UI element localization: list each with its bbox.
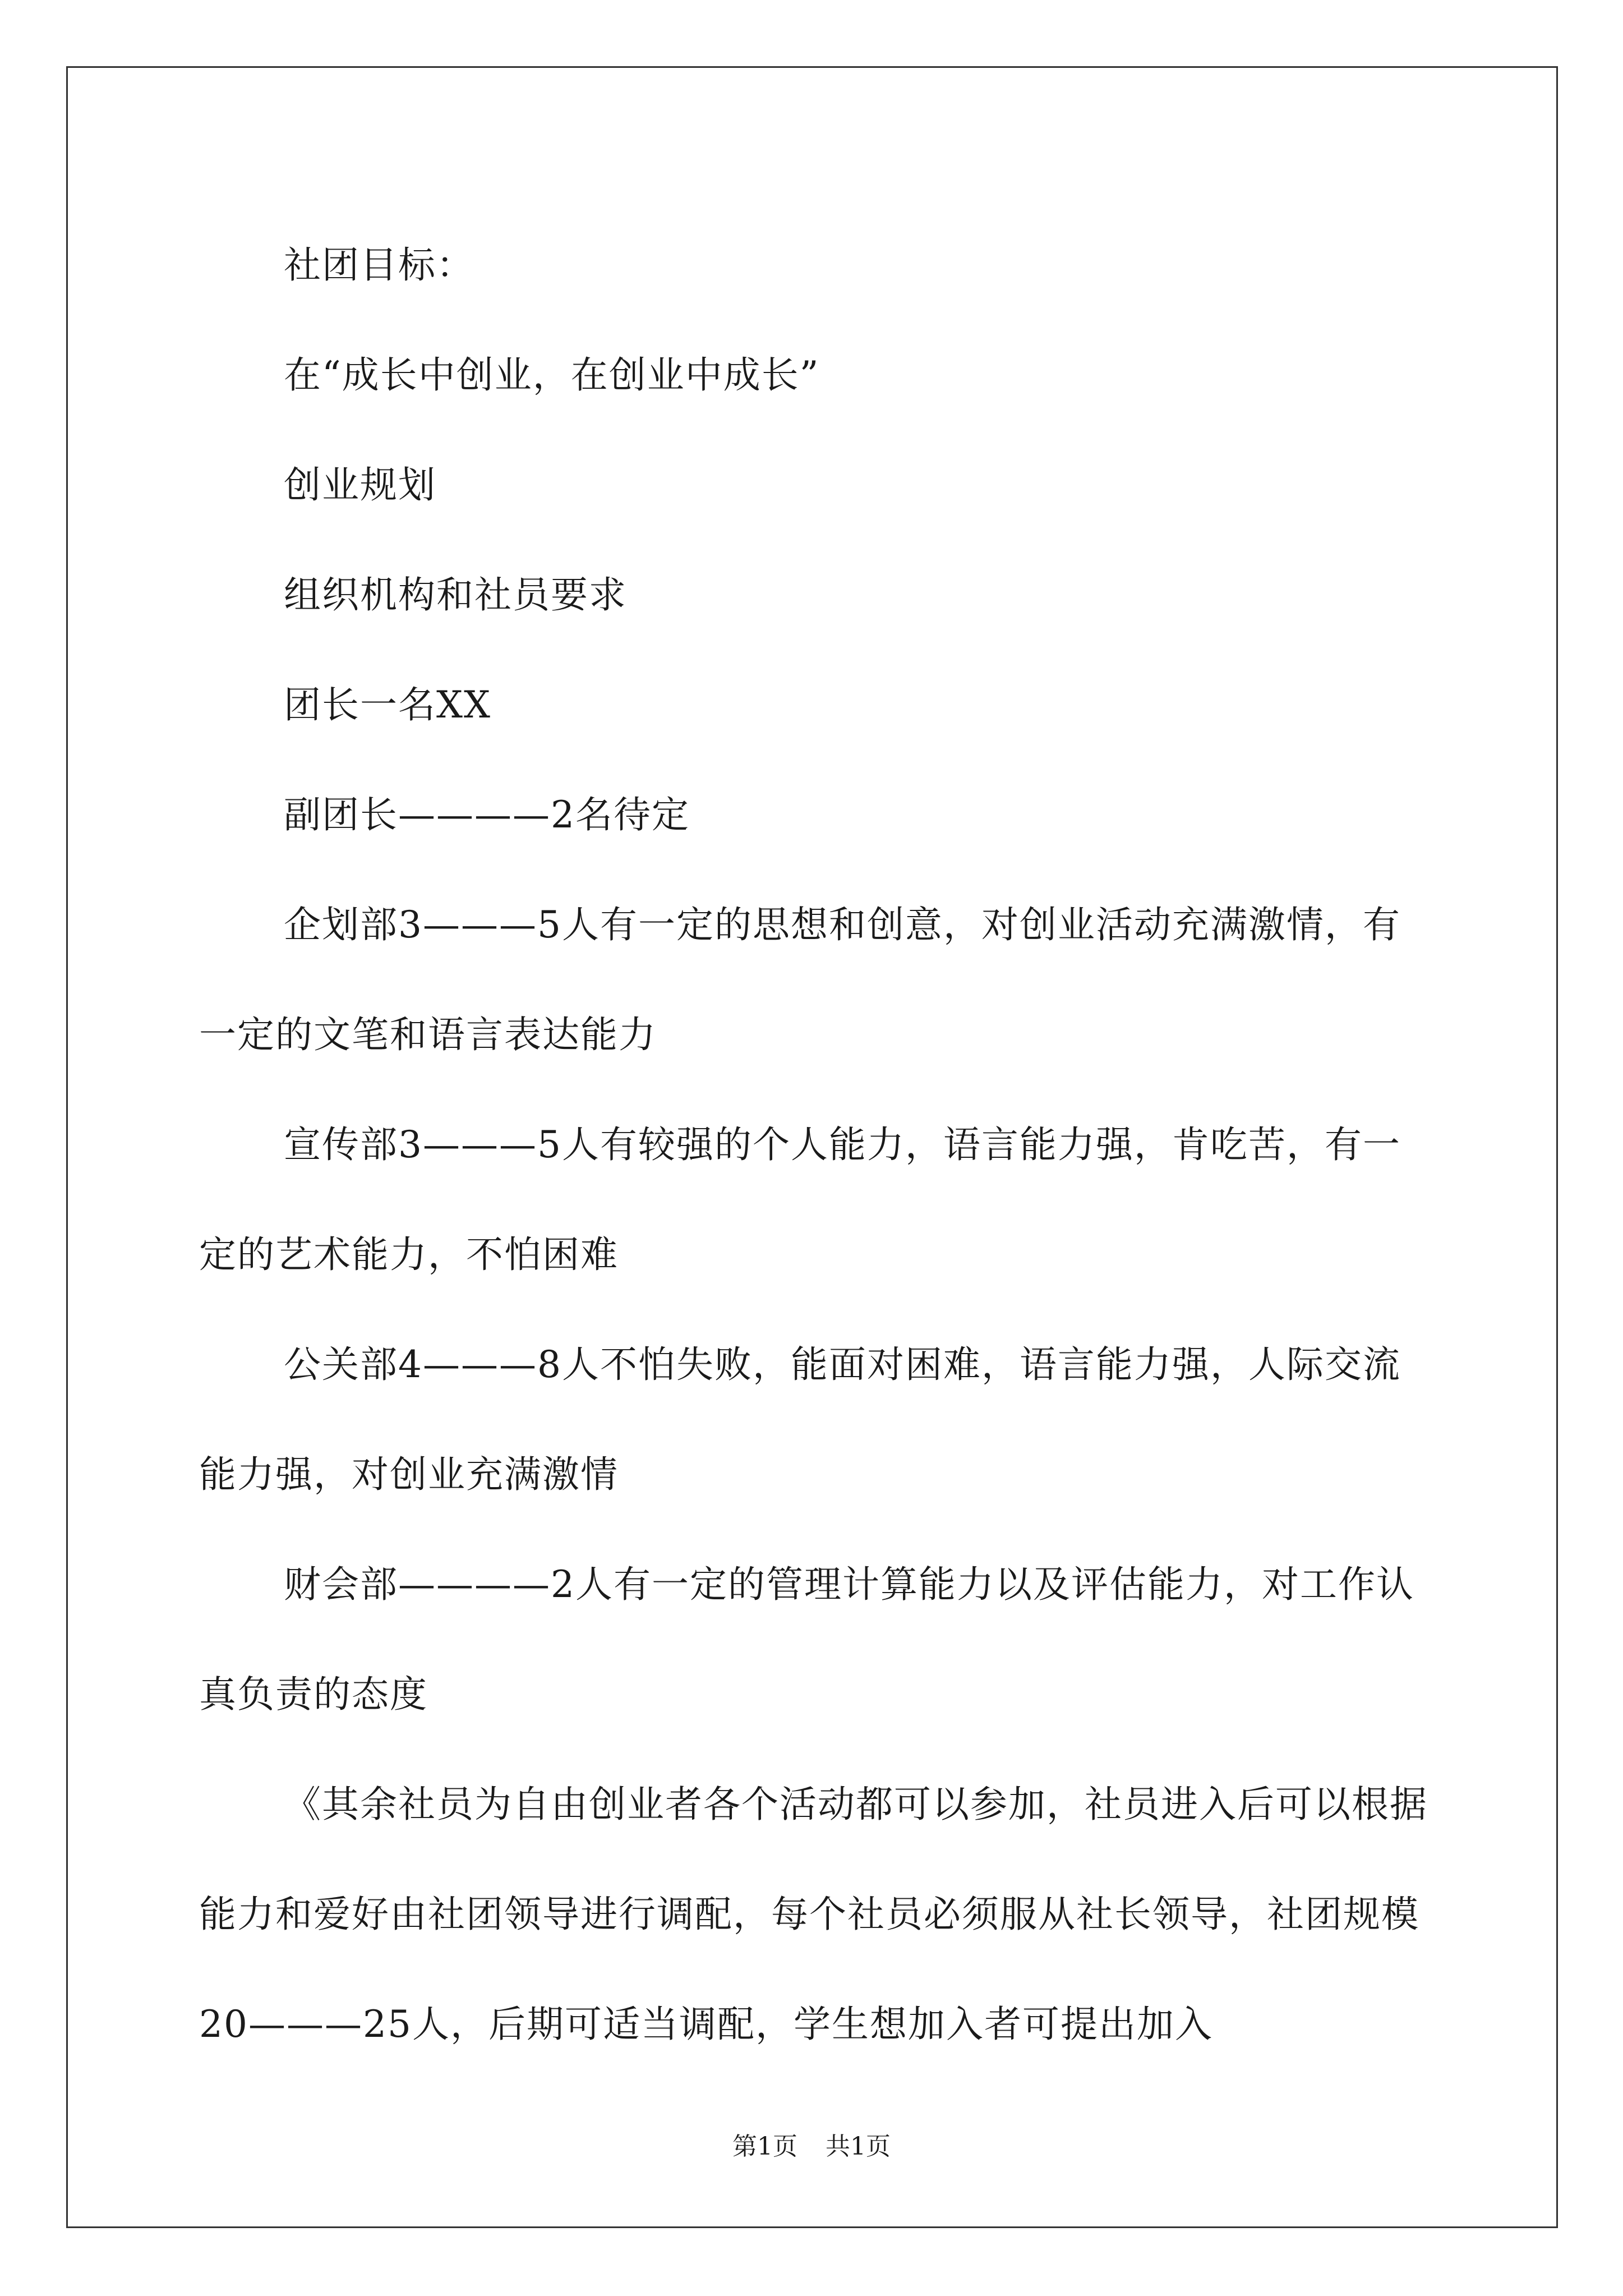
- paragraph-vice-leader: 副团长————2名待定: [284, 793, 690, 836]
- paragraph-finance-dept: 财会部————2人有一定的管理计算能力以及评估能力，对工作认真负责的态度: [199, 1563, 1414, 1716]
- paragraph-publicity-dept: 宣传部3———5人有较强的个人能力，语言能力强，肯吃苦，有一定的艺术能力，不怕困难: [199, 1123, 1401, 1276]
- paragraph-org-heading: 组织机构和社员要求: [284, 573, 627, 616]
- page-number-current: 第1页: [732, 2132, 797, 2161]
- paragraph-goal-heading: 社团目标：: [284, 243, 474, 287]
- paragraph-other-members: 《其余社员为自由创业者各个活动都可以参加，社员进入后可以根据能力和爱好由社团领导进行调配，每个社员必须服从社长领导，社团规模20———25人，后期可适当调配，学生想加入者可提出加入: [199, 1783, 1428, 2046]
- paragraph-leader: 团长一名XX: [284, 683, 491, 726]
- page-footer: [0, 2126, 1623, 2162]
- paragraph-plan-heading: 创业规划: [284, 463, 436, 507]
- paragraph-pr-dept: 公关部4———8人不怕失败，能面对困难，语言能力强，人际交流能力强，对创业充满激情: [199, 1343, 1401, 1496]
- page-number-total: 共1页: [826, 2132, 891, 2161]
- document-body: [199, 210, 1436, 2079]
- paragraph-planning-dept: 企划部3———5人有一定的思想和创意，对创业活动充满激情，有一定的文笔和语言表达能力: [199, 903, 1401, 1056]
- paragraph-slogan: 在“成长中创业，在创业中成长”: [284, 353, 820, 397]
